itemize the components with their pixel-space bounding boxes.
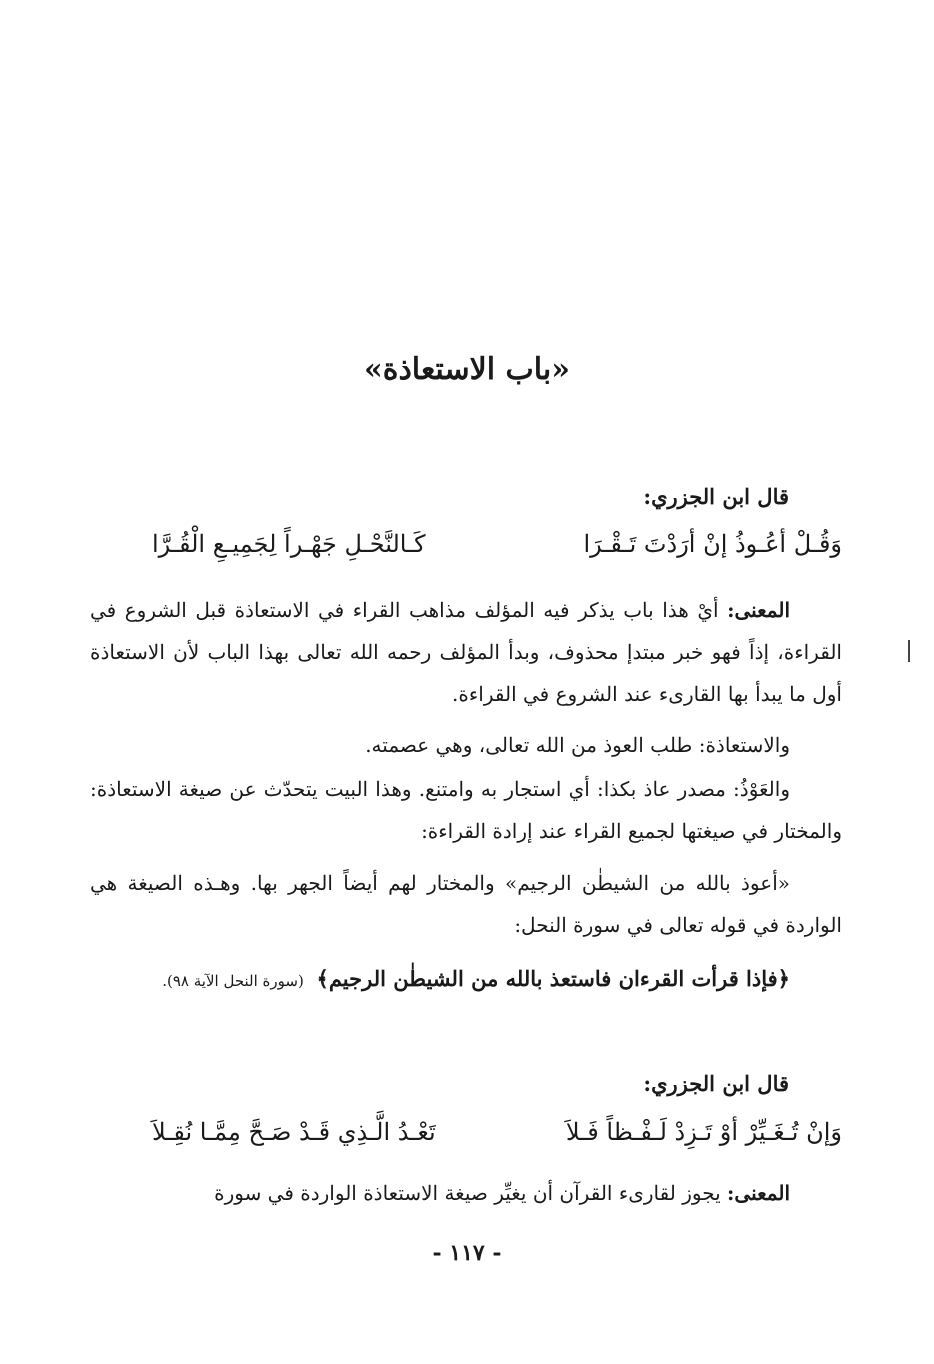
- definition-awdh-text: والعَوْذُ: مصدر عاذ بكذا: أي استجار به وامتنع. وهذا البيت يتحدّث عن صيغة الاستعاذة: والمختار في صيغتها لجميع القراء عند إرادة القراءة:: [90, 777, 842, 843]
- verse-1-hemistich-1: وَقُـلْ أعُـوذُ إنْ أرَدْتَ تَـقْـرَا: [583, 530, 842, 558]
- verse-2-hemistich-1: وَإنْ تُـغَـيِّرْ أوْ تَـزِدْ لَـفْـظاً فَـلاَ: [565, 1118, 842, 1146]
- margin-mark: [908, 640, 910, 662]
- quran-verse-paragraph: [90, 958, 842, 1002]
- quran-reference: (سورة النحل الآية ٩٨).: [162, 972, 304, 990]
- formula-text: «أعوذ بالله من الشيطٰن الرجيم» والمختار لهم أيضاً الجهر بها. وهـذه الصيغة هي الواردة في قوله تعالى في سورة النحل:: [90, 871, 842, 937]
- quran-verse: ﴿فإذا قرأت القرءان فاستعذ بالله من الشيطٰن الرجيم﴾: [316, 966, 790, 991]
- definition-isti3adha-text: والاستعاذة: طلب العوذ من الله تعالى، وهي عصمته.: [365, 733, 790, 757]
- verse-1: [152, 530, 842, 558]
- verse-2: [152, 1118, 842, 1146]
- page-number: - ١١٧ -: [432, 1240, 502, 1266]
- meaning-paragraph-1: [90, 589, 842, 715]
- definition-isti3adha: [90, 724, 842, 766]
- meaning-text-1: أيْ هذا باب يذكر فيه المؤلف مذاهب القراء في الاستعاذة قبل الشروع في القراءة، إذاً فهو خبر مبتدإ محذوف، وبدأ المؤلف رحمه الله تعالى بهذا الباب لأن الاستعاذة أول ما يبدأ بها القارىء عند الشروع في القراءة.: [90, 598, 842, 706]
- chapter-title: «باب الاستعاذة»: [363, 352, 570, 387]
- meaning-text-2: يجوز لقارىء القرآن أن يغيِّر صيغة الاستعاذة الواردة في سورة: [214, 1181, 721, 1205]
- verse-1-hemistich-2: كَـالنَّحْـلِ جَهْـراً لِجَمِيـعِ الْقُـرَّا: [152, 530, 426, 558]
- author-label-1: قال ابن الجزري:: [643, 484, 789, 509]
- formula-paragraph: [90, 862, 842, 946]
- definition-awdh: [90, 768, 842, 852]
- verse-2-hemistich-2: تَعْـدُ الَّـذِي قَـدْ صَـحَّ مِمَّـا نُقِـلاَ: [152, 1118, 436, 1146]
- meaning-label-2: المعنى:: [727, 1181, 790, 1205]
- author-label-2: قال ابن الجزري:: [643, 1071, 789, 1096]
- meaning-paragraph-2: [90, 1172, 842, 1214]
- meaning-label-1: المعنى:: [727, 598, 791, 622]
